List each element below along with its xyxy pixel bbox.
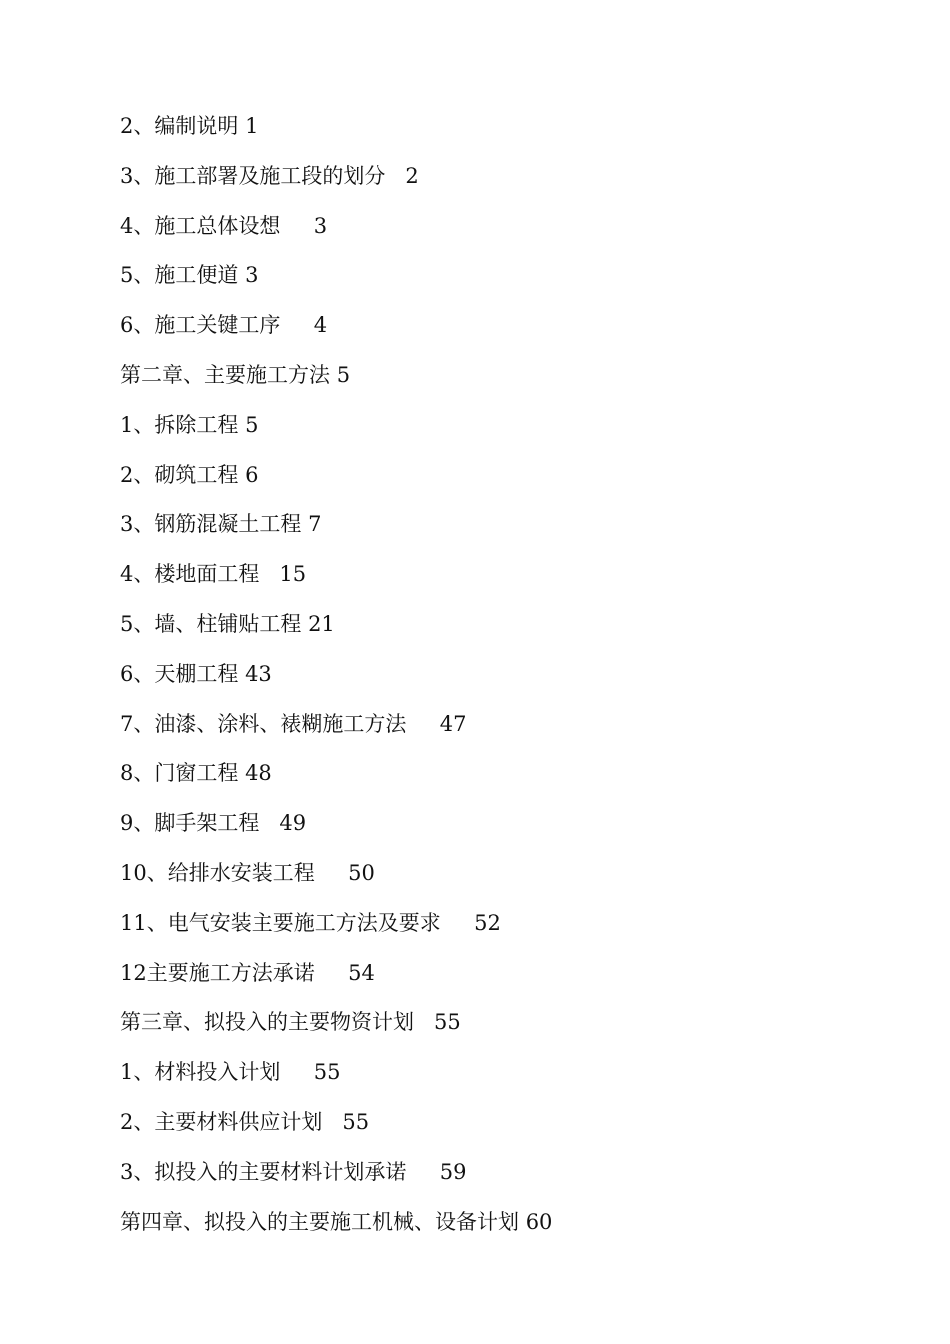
toc-entry-page: 1 [245,114,259,138]
toc-entry-title: 6、施工关键工序 [120,313,281,338]
toc-entry-page: 5 [245,412,259,437]
toc-entry-page: 55 [313,1060,341,1085]
toc-entry [120,955,900,1005]
toc-entry-gap [315,961,348,985]
toc-entry [120,556,900,606]
toc-entry-gap [259,811,279,835]
toc-entry-title: 2、主要材料供应计划 [120,1109,323,1134]
toc-entry-gap [280,214,313,238]
toc-entry-title: 3、拟投入的主要材料计划承诺 [120,1159,407,1184]
toc-entry [120,108,900,158]
toc-entry [120,805,900,855]
toc-entry-gap [406,712,439,736]
toc-entry-title: 3、施工部署及施工段的划分 [120,163,386,188]
toc-entry [120,1154,900,1204]
toc-entry-page: 60 [525,1209,553,1234]
toc-entry [120,257,900,307]
toc-entry [120,706,900,756]
toc-entry-page: 54 [348,960,375,985]
toc-entry-page: 2 [405,163,419,188]
toc-entry [120,606,900,656]
toc-entry-gap [519,1210,526,1234]
toc-entry-title: 4、楼地面工程 [120,562,260,587]
toc-entry-title: 1、材料投入计划 [120,1060,281,1085]
toc-entry-gap [322,1110,342,1134]
toc-entry-page: 52 [474,910,501,935]
toc-entry [120,407,900,457]
toc-entry [120,656,900,706]
toc-entry-title: 8、门窗工程 [120,761,239,786]
toc-entry-title: 第三章、拟投入的主要物资计划 [120,1010,414,1035]
toc-entry-title: 第四章、拟投入的主要施工机械、设备计划 [120,1209,519,1234]
toc-chapter-entry [120,1204,900,1254]
toc-entry-title: 5、墙、柱铺贴工程 [120,611,302,636]
toc-entry-page: 3 [313,213,328,238]
toc-entry [120,158,900,208]
toc-entry-gap [406,1160,439,1184]
toc-entry-page: 47 [439,711,467,736]
toc-entry [120,755,900,805]
toc-entry-page: 6 [245,462,259,487]
toc-entry-page: 55 [434,1010,461,1035]
toc-entry-title: 6、天棚工程 [120,661,239,686]
toc-entry-title: 2、编制说明 [120,114,239,138]
toc-entry-title: 2、砌筑工程 [120,462,239,487]
toc-entry-gap [315,861,348,885]
toc-entry [120,307,900,357]
table-of-contents [120,108,900,1253]
toc-entry-title: 5、施工便道 [120,263,239,288]
toc-entry-page: 49 [279,811,307,836]
toc-entry-page: 50 [348,860,375,885]
toc-entry-title: 4、施工总体设想 [120,213,281,238]
toc-entry-gap [330,363,337,387]
toc-entry-gap [280,313,313,337]
toc-entry-gap [280,1060,313,1084]
toc-entry-page: 15 [279,562,307,587]
toc-entry-gap [441,911,474,935]
toc-entry-page: 5 [336,362,351,387]
toc-entry-page: 21 [308,611,335,636]
toc-entry [120,905,900,955]
toc-entry [120,855,900,905]
toc-entry-page: 4 [313,313,328,338]
toc-entry-page: 7 [308,512,322,537]
toc-entry-gap [414,1010,434,1034]
toc-entry-title: 10、给排水安装工程 [120,860,315,885]
toc-entry-page: 48 [245,761,272,786]
toc-chapter-entry [120,1004,900,1054]
toc-entry-title: 第二章、主要施工方法 [120,362,330,387]
toc-entry [120,506,900,556]
toc-entry [120,208,900,258]
toc-entry-title: 3、钢筋混凝土工程 [120,512,302,537]
toc-entry-title: 11、电气安装主要施工方法及要求 [120,910,441,935]
toc-chapter-entry [120,357,900,407]
toc-entry [120,1104,900,1154]
toc-entry-gap [385,164,405,188]
toc-entry-page: 59 [439,1159,467,1184]
toc-entry-title: 12主要施工方法承诺 [120,960,315,985]
toc-entry-title: 7、油漆、涂料、裱糊施工方法 [120,711,407,736]
toc-entry-title: 9、脚手架工程 [120,811,260,836]
toc-entry-gap [259,562,279,586]
toc-entry [120,1054,900,1104]
toc-entry-page: 43 [245,661,272,686]
toc-entry-title: 1、拆除工程 [120,412,239,437]
toc-entry [120,457,900,507]
toc-entry-page: 55 [342,1109,370,1134]
toc-entry-page: 3 [245,263,259,288]
